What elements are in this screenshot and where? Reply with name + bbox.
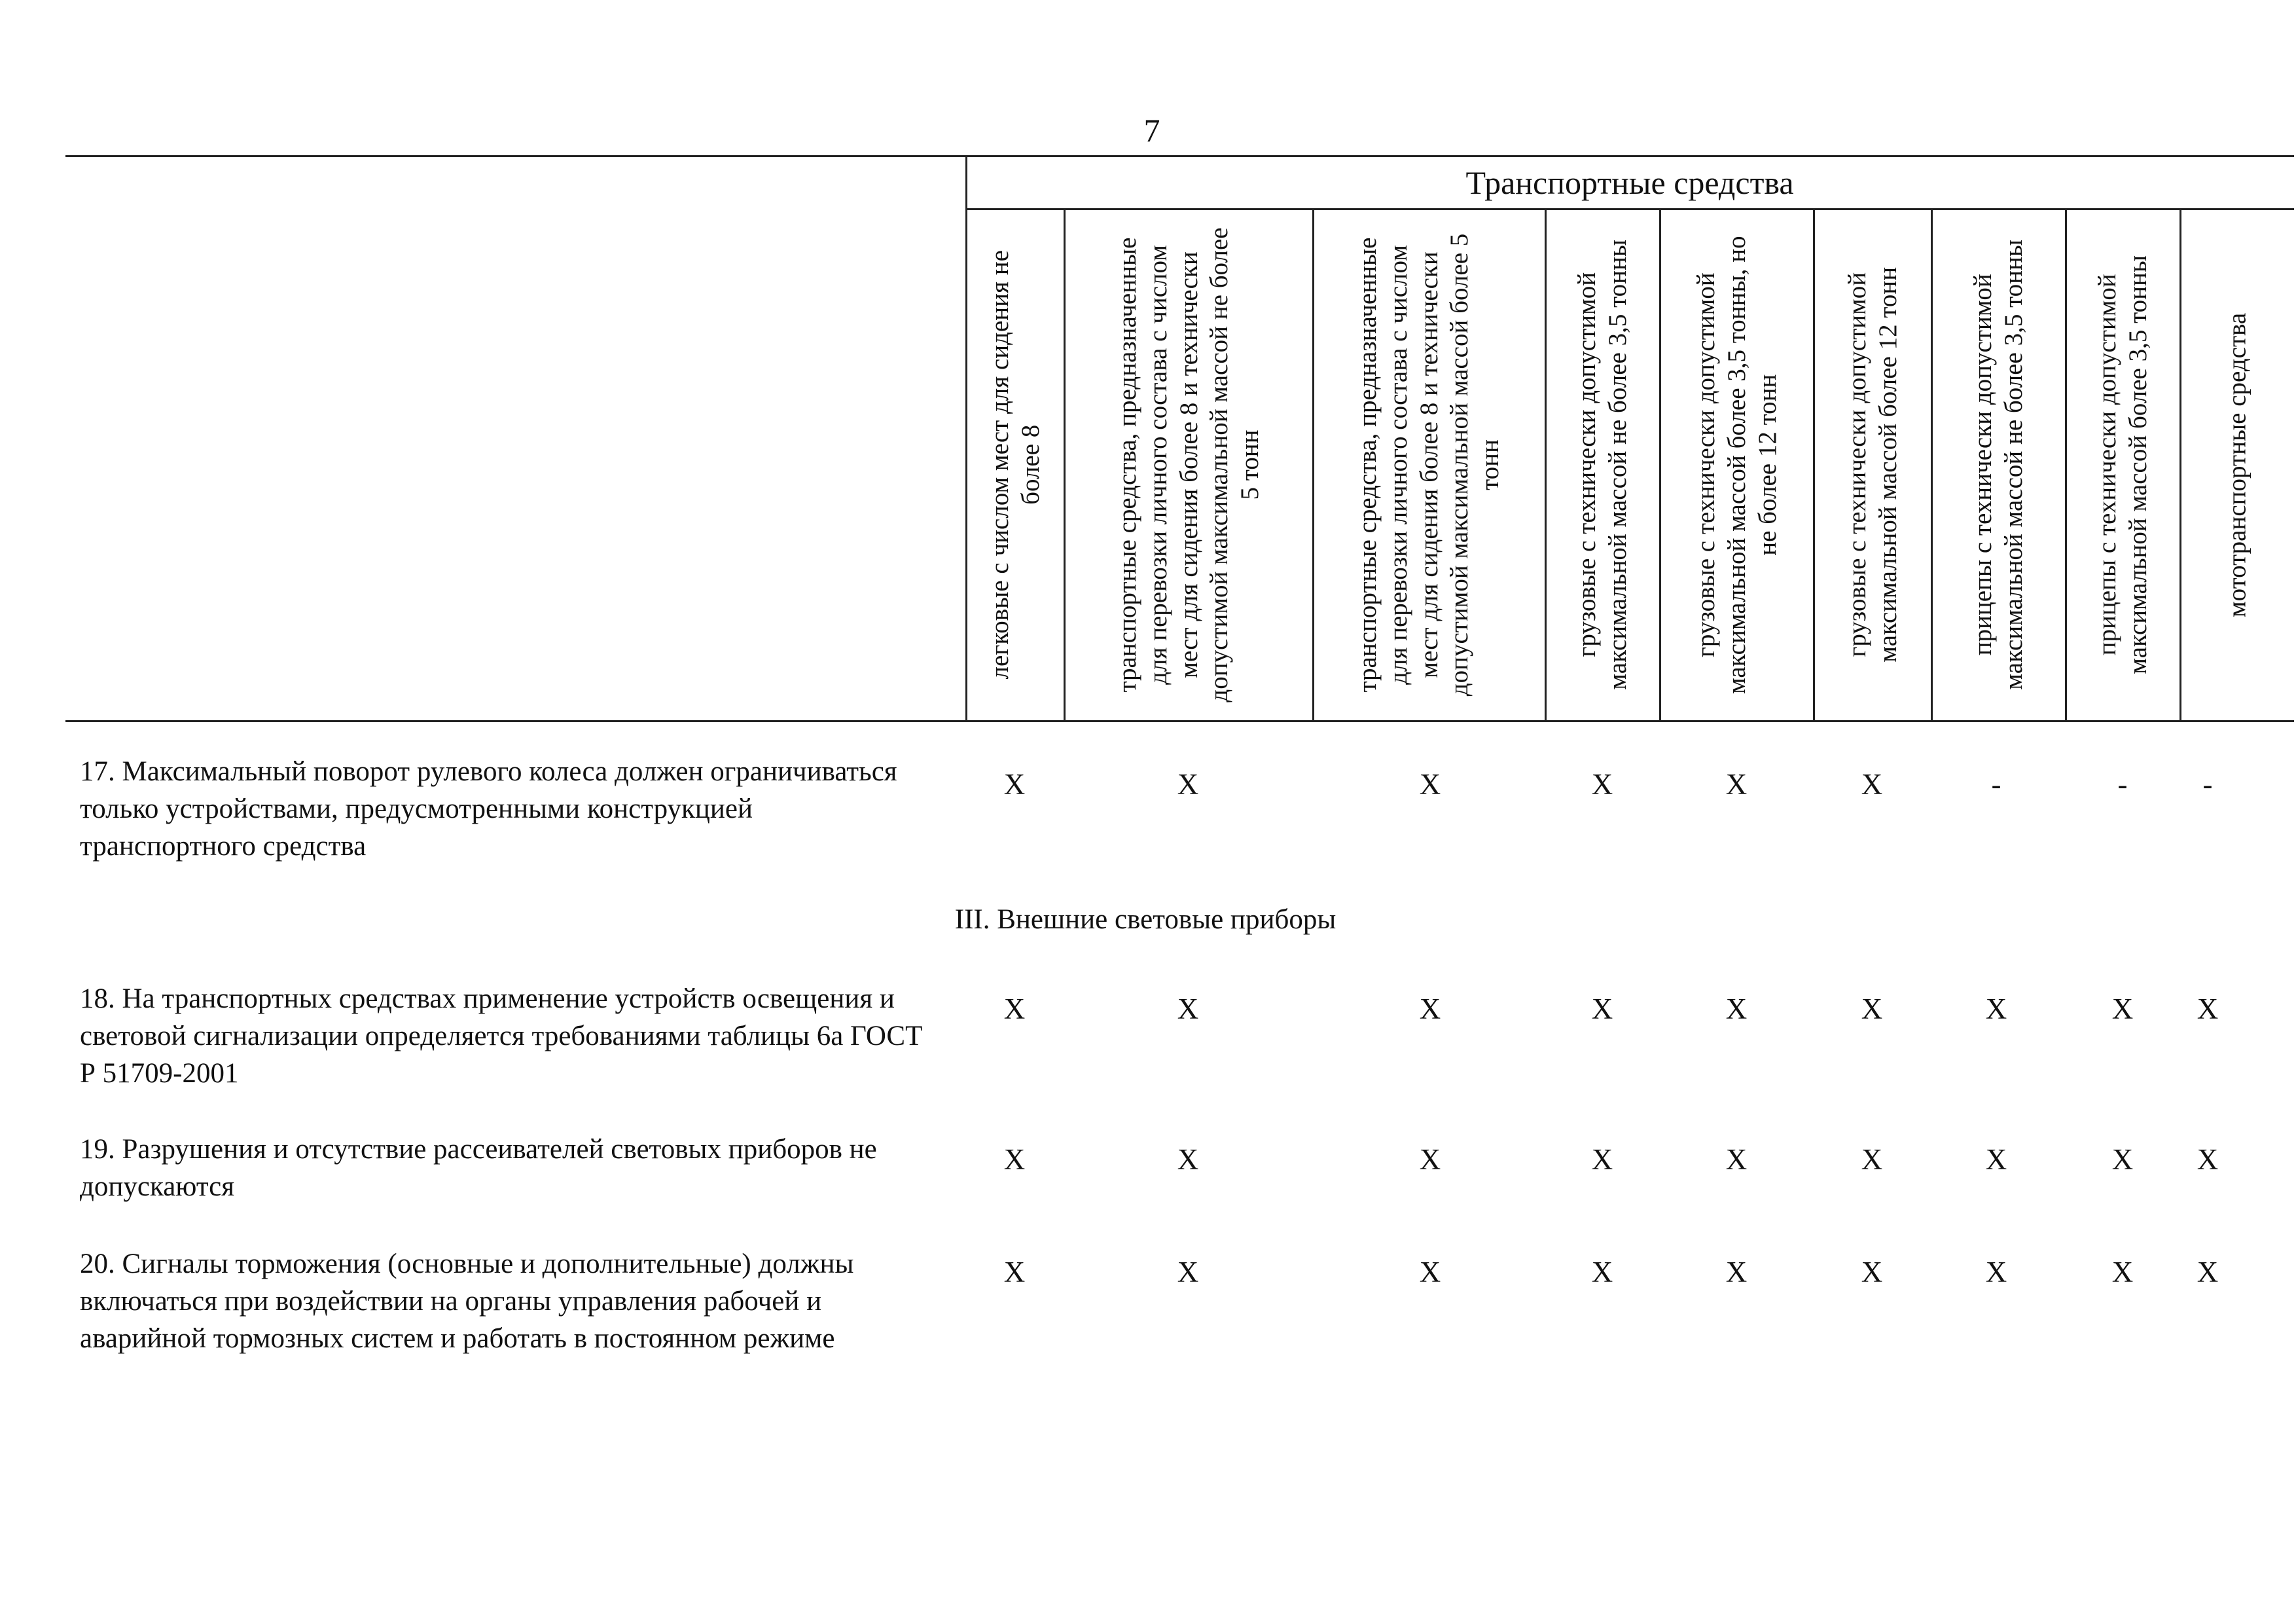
column-header [1933, 213, 2065, 717]
table-cell: X [2197, 1256, 2219, 1288]
page-number: 7 [1143, 112, 1160, 149]
column-header-label: легковые с числом мест для сидения не более 8 [985, 250, 1045, 680]
column-header-label: грузовые с технически допустимой максимальной массой более 3,5 тонны, но не более 12 тонн [1691, 236, 1782, 694]
table-cell: - [2117, 768, 2128, 801]
table-cell: X [1419, 993, 1441, 1025]
column-header [2181, 213, 2294, 717]
column-header-label: мототранспортные средства [2223, 312, 2251, 617]
table-cell: X [1003, 1143, 1026, 1176]
table-cell: X [1177, 1256, 1199, 1288]
table-cell: X [1725, 768, 1748, 801]
table-cell: X [1861, 1143, 1883, 1176]
requirement-text: 18. На транспортных средствах применение устройств освещения и световой сигнализации определяется требованиями таблицы 6а ГОСТ Р 51709-2001 [80, 983, 923, 1089]
table-cell: X [1985, 993, 2007, 1025]
table-cell: X [1861, 768, 1883, 801]
table-cell: - [2202, 768, 2213, 801]
requirement-text: 19. Разрушения и отсутствие рассеивателей световых приборов не допускаются [80, 1134, 877, 1202]
column-header-label: прицепы с технически допустимой максимальной массой более 3,5 тонны [2093, 255, 2152, 674]
table-cell: X [1177, 993, 1199, 1025]
column-header-label: грузовые с технически допустимой максимальной массой более 12 тонн [1842, 267, 1902, 663]
table-cell: X [1177, 1143, 1199, 1176]
column-header-label: прицепы с технически допустимой максимальной массой не более 3,5 тонны [1969, 240, 2028, 690]
group-title: Транспортные средства [1465, 164, 1794, 201]
table-cell: X [2111, 993, 2134, 1025]
table-cell: X [1725, 993, 1748, 1025]
table-cell: X [2111, 1143, 2134, 1176]
table-cell: X [1003, 993, 1026, 1025]
table-cell: X [1419, 768, 1441, 801]
table-cell: X [1725, 1256, 1748, 1288]
section-title: III. Внешние световые приборы [954, 904, 1336, 935]
column-header [1661, 213, 1813, 717]
column-header-label: транспортные средства, предназначенные для перевозки личного состава с числом мест для сидения более 8 и технически допустимой максимальной массой не более 5 тонн [1113, 227, 1264, 702]
table-cell: X [2111, 1256, 2134, 1288]
table-cell: X [2197, 1143, 2219, 1176]
table-top-border [65, 155, 2294, 157]
table-cell: X [1003, 1256, 1026, 1288]
header-bottom-border [65, 720, 2294, 722]
column-header [1547, 213, 1659, 717]
table-cell: X [1177, 768, 1199, 801]
column-header-label: транспортные средства, предназначенные для перевозки личного состава с числом мест для сидения более 8 и технически допустимой максимальной массой более 5 тонн [1354, 233, 1505, 697]
table-cell: X [1419, 1143, 1441, 1176]
column-header [1314, 213, 1545, 717]
group-header-divider [965, 208, 2294, 210]
table-cell: X [1591, 1256, 1613, 1288]
column-header-label: грузовые с технически допустимой максимальной массой не более 3,5 тонны [1573, 240, 1632, 690]
column-header [1815, 213, 1931, 717]
table-cell: X [2197, 993, 2219, 1025]
table-cell: X [1003, 768, 1026, 801]
table-cell: X [1861, 1256, 1883, 1288]
table-cell: X [1861, 993, 1883, 1025]
column-header [2067, 213, 2179, 717]
requirement-text: 20. Сигналы торможения (основные и дополнительные) должны включаться при воздействии на органы управления рабочей и аварийной тормозных систем и работать в постоянном режиме [80, 1249, 854, 1354]
table-cell: X [1419, 1256, 1441, 1288]
requirement-text: 17. Максимальный поворот рулевого колеса должен ограничиваться только устройствами, предусмотренными конструкцией транспортного средства [80, 756, 897, 862]
table-cell: X [1985, 1143, 2007, 1176]
table-cell: X [1725, 1143, 1748, 1176]
column-header [1066, 213, 1312, 717]
table-cell: - [1991, 768, 2001, 801]
column-header [967, 213, 1064, 717]
table-cell: X [1591, 1143, 1613, 1176]
table-cell: X [1591, 993, 1613, 1025]
table-cell: X [1985, 1256, 2007, 1288]
table-cell: X [1591, 768, 1613, 801]
